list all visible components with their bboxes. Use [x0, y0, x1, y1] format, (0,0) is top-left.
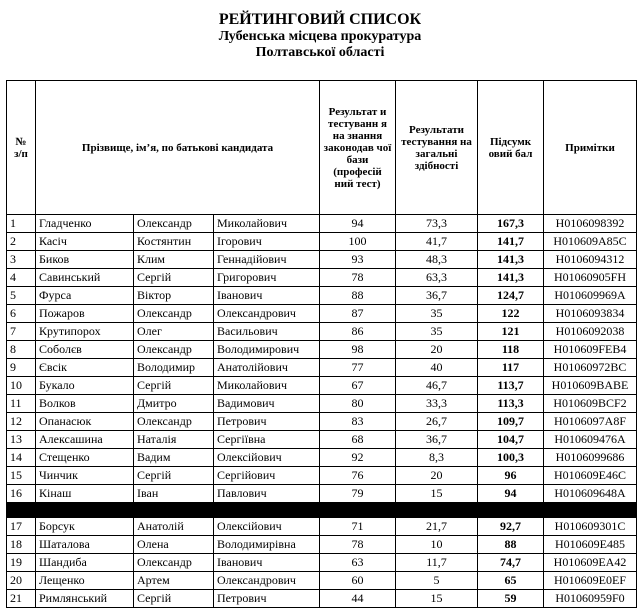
row-first-name: Сергій [134, 590, 214, 608]
row-patronymic: Сергіївна [214, 431, 320, 449]
row-surname: Шандиба [36, 554, 134, 572]
row-surname: Кінаш [36, 485, 134, 503]
rating-table [6, 80, 637, 608]
row-note: H010609EA42 [544, 554, 637, 572]
document-subtitle-region: Полтавської області [255, 45, 385, 60]
row-professional-test-score: 68 [320, 431, 396, 449]
row-total-score: 96 [478, 467, 544, 485]
table-row [7, 215, 637, 233]
table-row [7, 305, 637, 323]
table-row [7, 449, 637, 467]
row-first-name: Володимир [134, 359, 214, 377]
row-patronymic: Іванович [214, 287, 320, 305]
row-general-abilities-score: 8,3 [396, 449, 478, 467]
row-total-score: 94 [478, 485, 544, 503]
row-surname: Букало [36, 377, 134, 395]
row-number: 1 [7, 215, 36, 233]
header-full-name-label: Прізвище, ім’я, по батькові кандидата [81, 141, 274, 154]
header-general-abilities [396, 81, 478, 215]
row-general-abilities-score: 26,7 [396, 413, 478, 431]
row-first-name: Анатолій [134, 518, 214, 536]
row-general-abilities-score: 21,7 [396, 518, 478, 536]
table-row [7, 251, 637, 269]
row-general-abilities-score: 11,7 [396, 554, 478, 572]
row-first-name: Наталія [134, 431, 214, 449]
row-general-abilities-score: 35 [396, 305, 478, 323]
row-general-abilities-score: 46,7 [396, 377, 478, 395]
row-first-name: Костянтин [134, 233, 214, 251]
row-first-name: Вадим [134, 449, 214, 467]
row-first-name: Артем [134, 572, 214, 590]
row-general-abilities-score: 35 [396, 323, 478, 341]
row-number: 7 [7, 323, 36, 341]
row-note: H01060972BC [544, 359, 637, 377]
row-first-name: Віктор [134, 287, 214, 305]
row-number: 9 [7, 359, 36, 377]
row-note: H0106093834 [544, 305, 637, 323]
table-row [7, 467, 637, 485]
row-surname: Волков [36, 395, 134, 413]
row-patronymic: Володимирович [214, 341, 320, 359]
row-number: 13 [7, 431, 36, 449]
row-patronymic: Олексійович [214, 449, 320, 467]
row-total-score: 65 [478, 572, 544, 590]
table-row [7, 395, 637, 413]
row-number: 19 [7, 554, 36, 572]
row-number: 17 [7, 518, 36, 536]
row-note: H010609FEB4 [544, 341, 637, 359]
row-professional-test-score: 60 [320, 572, 396, 590]
row-professional-test-score: 92 [320, 449, 396, 467]
row-general-abilities-score: 15 [396, 590, 478, 608]
row-total-score: 141,3 [478, 269, 544, 287]
row-first-name: Олександр [134, 413, 214, 431]
table-row [7, 518, 637, 536]
row-note: H010609301C [544, 518, 637, 536]
document-subtitle-office: Лубенська місцева прокуратура [218, 29, 422, 44]
title-block [0, 0, 640, 61]
row-total-score: 113,7 [478, 377, 544, 395]
row-general-abilities-score: 40 [396, 359, 478, 377]
header-number [7, 81, 36, 215]
row-number: 20 [7, 572, 36, 590]
row-first-name: Олександр [134, 305, 214, 323]
row-surname: Гладченко [36, 215, 134, 233]
row-professional-test-score: 83 [320, 413, 396, 431]
row-total-score: 141,7 [478, 233, 544, 251]
row-general-abilities-score: 36,7 [396, 287, 478, 305]
row-total-score: 118 [478, 341, 544, 359]
table-body [7, 215, 637, 608]
header-total-score-label: Підсумк овий бал [488, 135, 533, 160]
row-number: 15 [7, 467, 36, 485]
row-general-abilities-score: 73,3 [396, 215, 478, 233]
row-patronymic: Іванович [214, 554, 320, 572]
row-general-abilities-score: 15 [396, 485, 478, 503]
header-notes [544, 81, 637, 215]
header-number-label: № з/п [14, 135, 28, 160]
row-professional-test-score: 63 [320, 554, 396, 572]
row-professional-test-score: 87 [320, 305, 396, 323]
header-general-abilities-label: Результати тестування на загальні здібності [401, 123, 472, 172]
row-surname: Алексашина [36, 431, 134, 449]
row-total-score: 117 [478, 359, 544, 377]
row-professional-test-score: 93 [320, 251, 396, 269]
row-surname: Касіч [36, 233, 134, 251]
row-total-score: 74,7 [478, 554, 544, 572]
row-patronymic: Павлович [214, 485, 320, 503]
header-professional-test [320, 81, 396, 215]
row-surname: Стещенко [36, 449, 134, 467]
row-number: 14 [7, 449, 36, 467]
table-row [7, 269, 637, 287]
row-note: H010609476A [544, 431, 637, 449]
row-general-abilities-score: 63,3 [396, 269, 478, 287]
row-general-abilities-score: 36,7 [396, 431, 478, 449]
row-number: 3 [7, 251, 36, 269]
row-general-abilities-score: 48,3 [396, 251, 478, 269]
row-total-score: 167,3 [478, 215, 544, 233]
row-number: 11 [7, 395, 36, 413]
row-total-score: 122 [478, 305, 544, 323]
row-patronymic: Григорович [214, 269, 320, 287]
header-total-score [478, 81, 544, 215]
row-number: 12 [7, 413, 36, 431]
row-total-score: 88 [478, 536, 544, 554]
table-header-row [7, 81, 637, 215]
row-patronymic: Олександрович [214, 572, 320, 590]
row-professional-test-score: 77 [320, 359, 396, 377]
row-first-name: Олена [134, 536, 214, 554]
row-professional-test-score: 79 [320, 485, 396, 503]
table-row [7, 323, 637, 341]
row-first-name: Сергій [134, 377, 214, 395]
row-patronymic: Геннадійович [214, 251, 320, 269]
row-professional-test-score: 94 [320, 215, 396, 233]
row-general-abilities-score: 33,3 [396, 395, 478, 413]
row-note: H010609E485 [544, 536, 637, 554]
row-first-name: Олександр [134, 554, 214, 572]
row-patronymic: Васильович [214, 323, 320, 341]
row-patronymic: Олександрович [214, 305, 320, 323]
row-patronymic: Миколайович [214, 215, 320, 233]
row-total-score: 92,7 [478, 518, 544, 536]
row-number: 10 [7, 377, 36, 395]
row-number: 21 [7, 590, 36, 608]
row-professional-test-score: 78 [320, 536, 396, 554]
row-note: H010609969A [544, 287, 637, 305]
table-row [7, 485, 637, 503]
row-surname: Шаталова [36, 536, 134, 554]
row-patronymic: Вадимович [214, 395, 320, 413]
row-surname: Пожаров [36, 305, 134, 323]
row-first-name: Клим [134, 251, 214, 269]
row-surname: Биков [36, 251, 134, 269]
table-row [7, 536, 637, 554]
row-total-score: 141,3 [478, 251, 544, 269]
row-total-score: 100,3 [478, 449, 544, 467]
row-first-name: Олександр [134, 341, 214, 359]
row-professional-test-score: 86 [320, 323, 396, 341]
row-patronymic: Володимирівна [214, 536, 320, 554]
row-patronymic: Сергійович [214, 467, 320, 485]
header-notes-label: Примітки [565, 141, 615, 154]
row-patronymic: Анатолійович [214, 359, 320, 377]
row-number: 16 [7, 485, 36, 503]
row-patronymic: Миколайович [214, 377, 320, 395]
row-number: 4 [7, 269, 36, 287]
row-note: H0106097A8F [544, 413, 637, 431]
row-note: H010609A85C [544, 233, 637, 251]
row-number: 8 [7, 341, 36, 359]
row-surname: Борсук [36, 518, 134, 536]
table-row [7, 341, 637, 359]
cutoff-separator-row [7, 503, 637, 518]
row-surname: Фурса [36, 287, 134, 305]
row-professional-test-score: 100 [320, 233, 396, 251]
row-first-name: Олександр [134, 215, 214, 233]
row-professional-test-score: 88 [320, 287, 396, 305]
row-note: H01060905FH [544, 269, 637, 287]
row-total-score: 113,3 [478, 395, 544, 413]
row-note: H010609648A [544, 485, 637, 503]
row-note: H010609BABE [544, 377, 637, 395]
table-row [7, 554, 637, 572]
row-total-score: 59 [478, 590, 544, 608]
row-surname: Опанасюк [36, 413, 134, 431]
row-surname: Римлянський [36, 590, 134, 608]
row-total-score: 124,7 [478, 287, 544, 305]
row-general-abilities-score: 20 [396, 467, 478, 485]
row-note: H0106094312 [544, 251, 637, 269]
table-row [7, 413, 637, 431]
row-first-name: Дмитро [134, 395, 214, 413]
row-surname: Соболєв [36, 341, 134, 359]
table-row [7, 572, 637, 590]
row-patronymic: Олексійович [214, 518, 320, 536]
row-surname: Савинський [36, 269, 134, 287]
row-total-score: 104,7 [478, 431, 544, 449]
header-professional-test-label: Результат и тестуванн я на знання законодав чої бази (професій ний тест) [323, 105, 392, 190]
row-first-name: Іван [134, 485, 214, 503]
row-total-score: 121 [478, 323, 544, 341]
row-first-name: Сергій [134, 467, 214, 485]
table-row [7, 431, 637, 449]
table-row [7, 287, 637, 305]
row-professional-test-score: 76 [320, 467, 396, 485]
row-number: 2 [7, 233, 36, 251]
table-row [7, 377, 637, 395]
row-number: 18 [7, 536, 36, 554]
row-surname: Євсік [36, 359, 134, 377]
row-first-name: Олег [134, 323, 214, 341]
document-title: РЕЙТИНГОВИЙ СПИСОК [218, 11, 422, 28]
row-note: H0106099686 [544, 449, 637, 467]
row-professional-test-score: 98 [320, 341, 396, 359]
row-professional-test-score: 67 [320, 377, 396, 395]
header-full-name [36, 81, 320, 215]
row-number: 5 [7, 287, 36, 305]
cutoff-separator-bar [7, 503, 637, 518]
row-note: H0106092038 [544, 323, 637, 341]
row-note: H010609E0EF [544, 572, 637, 590]
row-professional-test-score: 71 [320, 518, 396, 536]
table-row [7, 359, 637, 377]
row-note: H010609BCF2 [544, 395, 637, 413]
row-patronymic: Петрович [214, 590, 320, 608]
row-professional-test-score: 44 [320, 590, 396, 608]
row-general-abilities-score: 20 [396, 341, 478, 359]
row-general-abilities-score: 41,7 [396, 233, 478, 251]
row-number: 6 [7, 305, 36, 323]
row-professional-test-score: 80 [320, 395, 396, 413]
row-note: H01060959F0 [544, 590, 637, 608]
table-row [7, 590, 637, 608]
table-row [7, 233, 637, 251]
row-surname: Лещенко [36, 572, 134, 590]
row-note: H0106098392 [544, 215, 637, 233]
row-first-name: Сергій [134, 269, 214, 287]
row-surname: Чинчик [36, 467, 134, 485]
row-general-abilities-score: 5 [396, 572, 478, 590]
row-surname: Крутипорох [36, 323, 134, 341]
row-general-abilities-score: 10 [396, 536, 478, 554]
row-note: H010609E46C [544, 467, 637, 485]
row-total-score: 109,7 [478, 413, 544, 431]
row-patronymic: Петрович [214, 413, 320, 431]
row-professional-test-score: 78 [320, 269, 396, 287]
row-patronymic: Ігорович [214, 233, 320, 251]
